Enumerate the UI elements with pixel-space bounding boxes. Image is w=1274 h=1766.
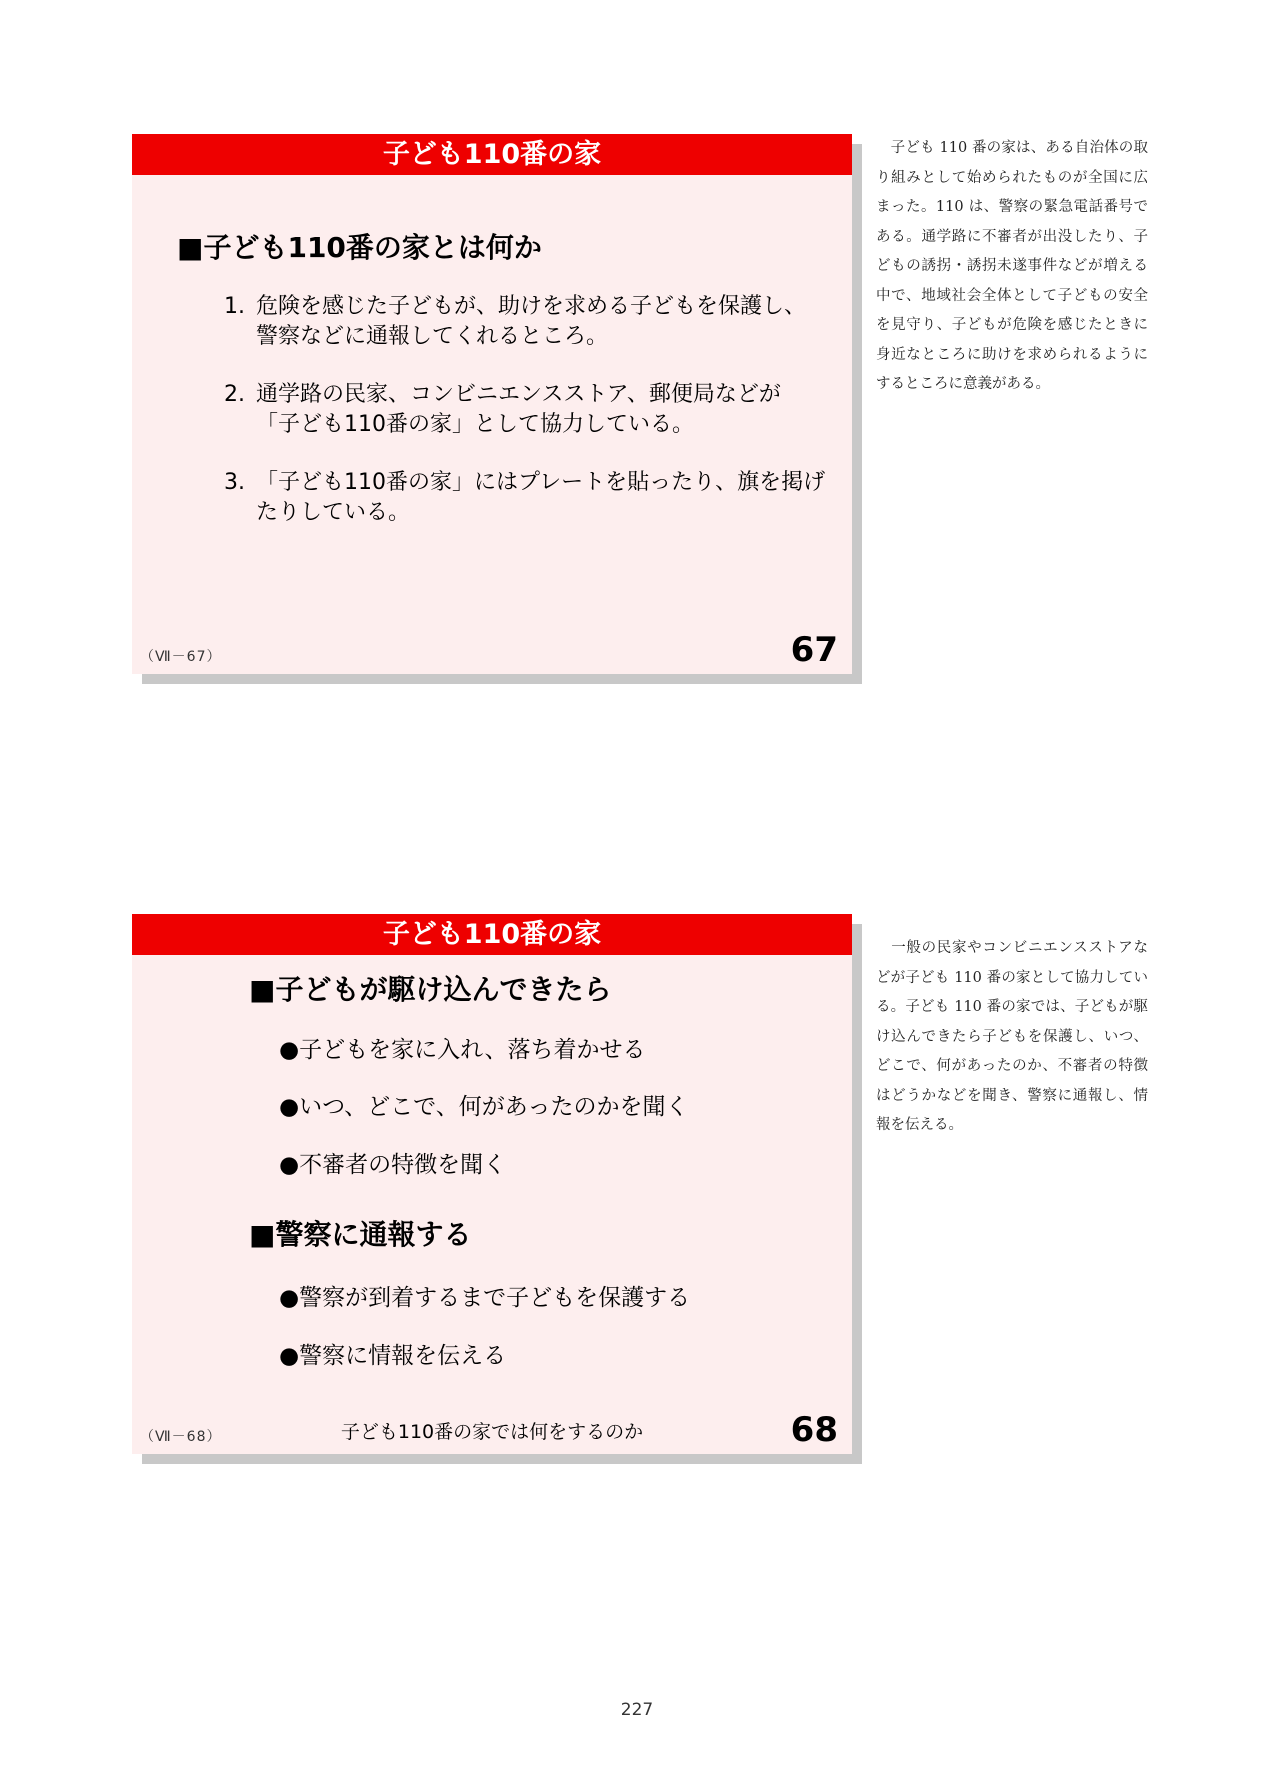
slide-title: 子ども110番の家: [132, 134, 852, 175]
slide-68: [132, 914, 852, 1454]
bullet-item: ●いつ、どこで、何があったのかを聞く: [279, 1094, 689, 1120]
item-text-continued: たりしている。: [256, 500, 411, 525]
bullet-item: ●不審者の特徴を聞く: [279, 1152, 507, 1178]
list-item: [224, 468, 825, 528]
slide-heading: ■子どもが駆け込んできたら: [249, 973, 612, 1006]
item-number: 2.: [224, 382, 245, 407]
slide-67: [132, 134, 852, 674]
item-number: 1.: [224, 294, 245, 319]
slide-code: （Ⅶ－67）: [140, 649, 222, 665]
slide-number: 67: [790, 630, 838, 670]
slide-number: 68: [790, 1410, 838, 1450]
page-number: 227: [620, 1700, 654, 1720]
item-text-continued: 警察などに通報してくれるところ。: [256, 324, 609, 349]
slide-code: （Ⅶ－68）: [140, 1429, 222, 1445]
slide-heading: ■子ども110番の家とは何か: [177, 231, 542, 264]
explanation-note: 子ども 110 番の家は、ある自治体の取り組みとして始められたものが全国に広まった。110 は、警察の緊急電話番号である。通学路に不審者が出没したり、子どもの誘拐・誘拐未遂事件などが増える中で、地域社会全体として子どもの安全を見守り、子どもが危険を感じたときに身近なところに助けを求められるようにするところに意義がある。: [876, 140, 1148, 392]
item-text: 危険を感じた子どもが、助けを求める子どもを保護し、: [256, 294, 807, 319]
bullet-item: ●警察が到着するまで子どもを保護する: [279, 1285, 691, 1311]
list-item: [224, 380, 781, 440]
slide-footer-title: 子ども110番の家では何をするのか: [340, 1421, 644, 1443]
bullet-item: ●警察に情報を伝える: [279, 1343, 507, 1369]
item-number: 3.: [224, 470, 245, 495]
item-text: 「子ども110番の家」にはプレートを貼ったり、旗を掲げ: [256, 470, 826, 495]
list-item: [224, 292, 806, 352]
slide-heading: ■警察に通報する: [249, 1218, 472, 1251]
explanation-note: 一般の民家やコンビニエンスストアなどが子ども 110 番の家として協力している。子ども 110 番の家では、子どもが駆け込んできたら子どもを保護し、いつ、どこで、何があったのか、不審者の特徴はどうかなどを聞き、警察に通報し、情報を伝える。: [876, 940, 1148, 1133]
item-text-continued: 「子ども110番の家」として協力している。: [256, 412, 694, 437]
item-text: 通学路の民家、コンビニエンスストア、郵便局などが: [256, 382, 781, 407]
slide-title: 子ども110番の家: [132, 914, 852, 955]
bullet-item: ●子どもを家に入れ、落ち着かせる: [279, 1037, 646, 1063]
